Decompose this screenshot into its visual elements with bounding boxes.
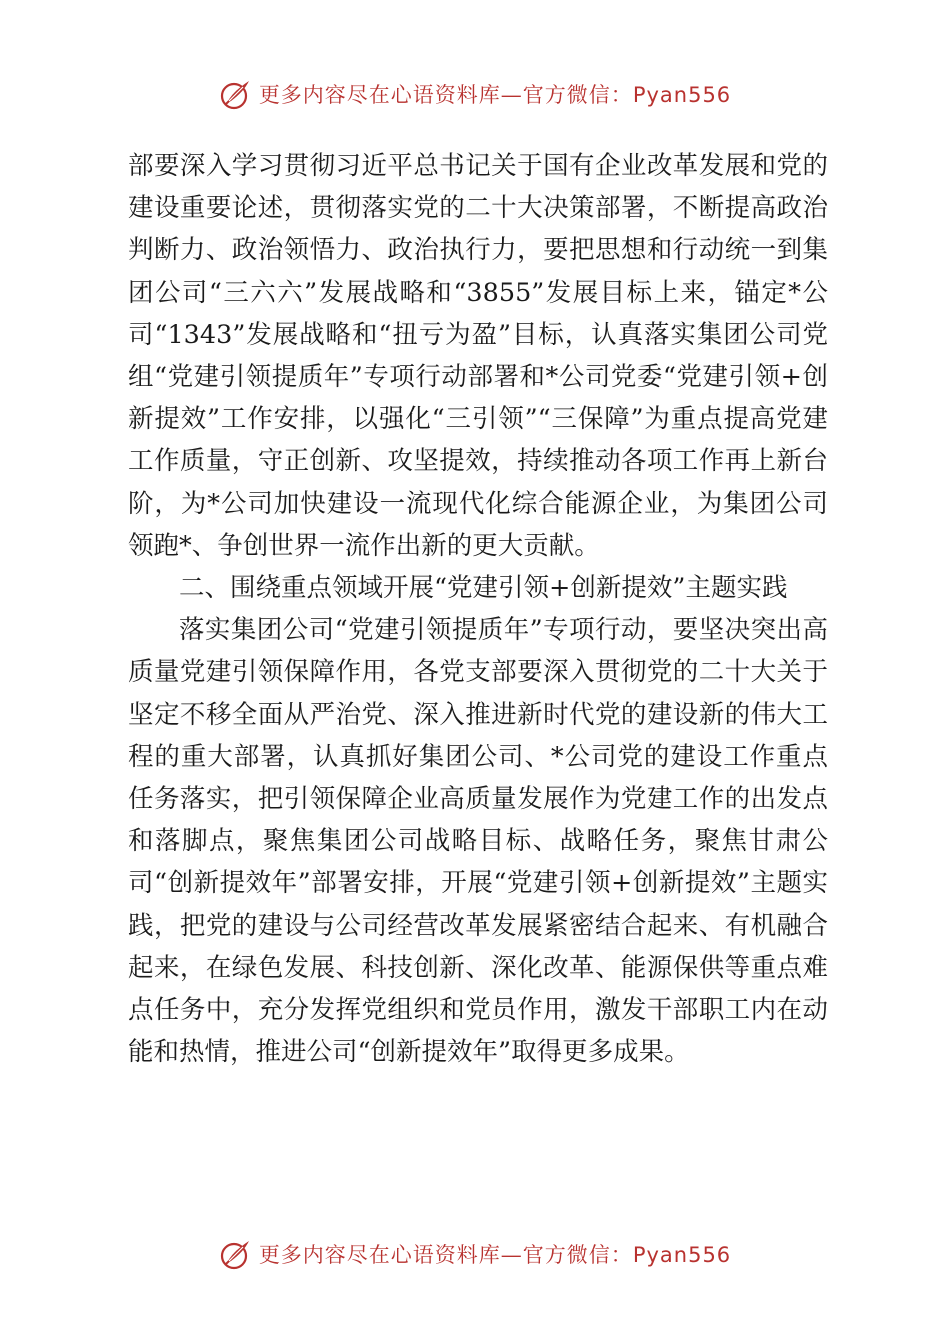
header-banner-text (259, 79, 731, 109)
header-banner (0, 72, 950, 116)
header-wechat-id: Pyan556 (632, 83, 732, 107)
footer-banner-text (259, 1239, 731, 1269)
header-slogan: 更多内容尽在心语资料库—官方微信： (258, 83, 633, 107)
body-paragraph-2: 落实集团公司“党建引领提质年”专项行动，要坚决突出高质量党建引领保障作用，各党支部要深入贯彻党的二十大关于坚定不移全面从严治党、深入推进新时代党的建设新的伟大工程的重大部署，认真抓好集团公司、*公司党的建设工作重点任务落实，把引领保障企业高质量发展作为党建工作的出发点和落脚点，聚焦集团公司战略目标、战略任务，聚焦甘肃公司“创新提效年”部署安排，开展“党建引领+创新提效”主题实践，把党的建设与公司经营改革发展紧密结合起来、有机融合起来，在绿色发展、科技创新、深化改革、能源保供等重点难点任务中，充分发挥党组织和党员作用，激发干部职工内在动能和热情，推进公司“创新提效年”取得更多成果。 (128, 615, 828, 1068)
footer-wechat-id: Pyan556 (632, 1243, 732, 1267)
footer-banner (0, 1232, 950, 1276)
document-body (128, 145, 828, 1073)
quill-pen-logo-icon (219, 77, 253, 111)
section-heading-2: 二、围绕重点领域开展“党建引领+创新提效”主题实践 (179, 573, 788, 604)
body-paragraph-1: 部要深入学习贯彻习近平总书记关于国有企业改革发展和党的建设重要论述，贯彻落实党的二十大决策部署，不断提高政治判断力、政治领悟力、政治执行力，要把思想和行动统一到集团公司“三六六”发展战略和“3855”发展目标上来，锚定*公 司“1343”发展战略和“扭亏为盈”目标，认真落实集团公司党组“党建引领提质年”专项行动部署和*公司党委“党建引领+创新提效”工作安排，以强化“三引领”“三保障”为重点提高党建工作质量，守正创新、攻坚提效，持续推动各项工作再上新台阶，为*公司加快建设一流现代化综合能源企业，为集团公司领跑*、争创世界一流作出新的更大贡献。 (128, 151, 828, 561)
footer-slogan: 更多内容尽在心语资料库—官方微信： (258, 1243, 633, 1267)
quill-pen-logo-icon (219, 1237, 253, 1271)
